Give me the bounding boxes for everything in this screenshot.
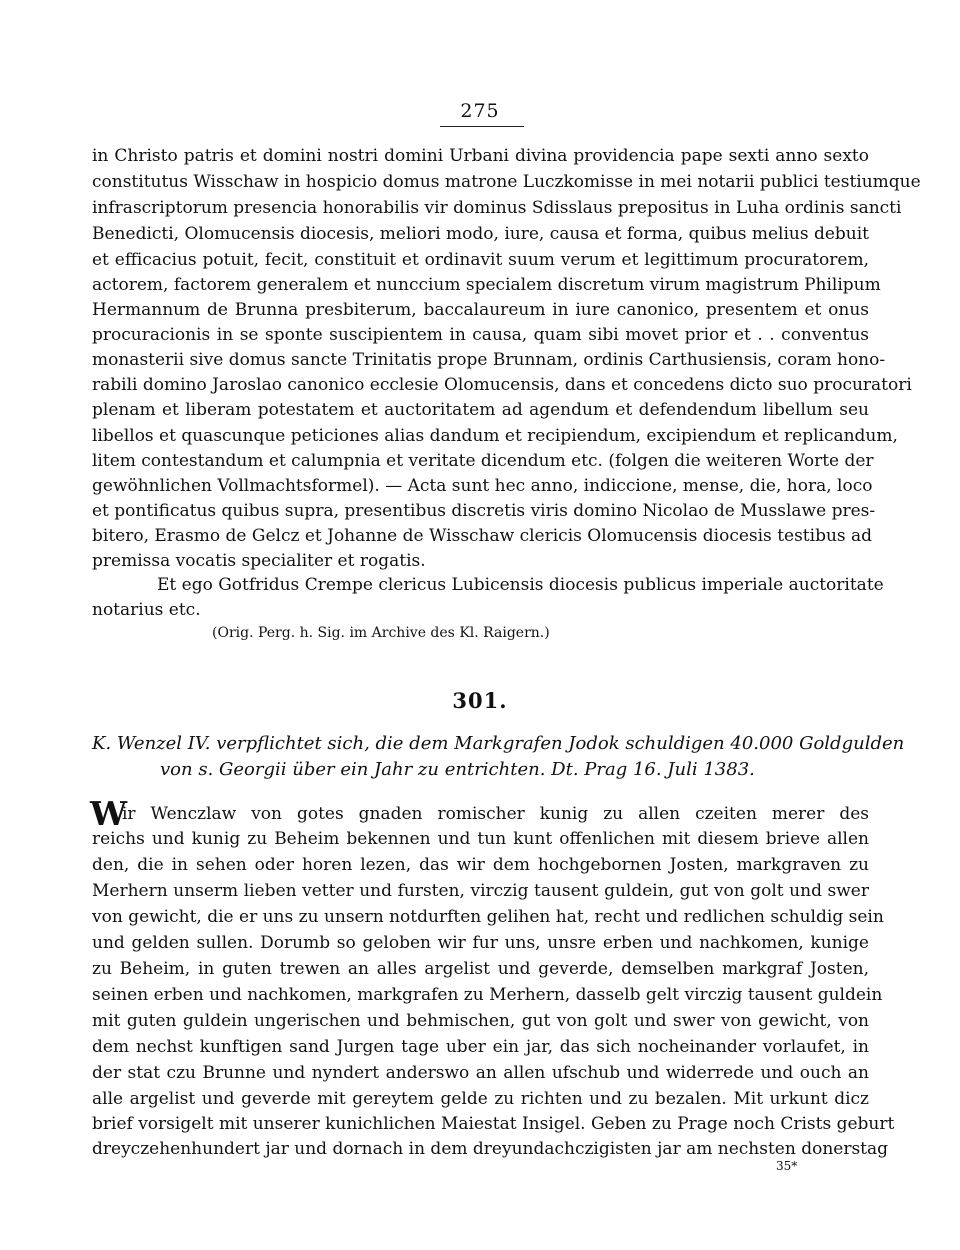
source-note: (Orig. Perg. h. Sig. im Archive des Kl. Raigern.)	[212, 625, 550, 641]
charter-line: von gewicht, die er uns zu unsern notdurften gelihen hat, recht und redlichen schuldig sein	[92, 907, 884, 927]
charter-line: ir Wenczlaw von gotes gnaden romischer kunig zu allen czeiten merer des	[122, 804, 869, 824]
charter-line: zu Beheim, in guten trewen an alles argelist und geverde, demselben markgraf Josten,	[92, 959, 869, 979]
paragraph-line: bitero, Erasmo de Gelcz et Johanne de Wisschaw clericis Olomucensis diocesis testibus ad	[92, 526, 873, 546]
charter-line: reichs und kunig zu Beheim bekennen und tun kunt offenlichen mit diesem brieve allen	[92, 829, 869, 849]
charter-line: den, die in sehen oder horen lezen, das wir dem hochgebornen Josten, markgraven zu	[92, 855, 869, 875]
paragraph-line: Benedicti, Olomucensis diocesis, meliori modo, iure, causa et forma, quibus melius debuit	[92, 224, 870, 244]
paragraph-line: infrascriptorum presencia honorabilis vir dominus Sdisslaus prepositus in Luha ordinis sancti	[92, 198, 902, 218]
paragraph-line: constitutus Wisschaw in hospicio domus matrone Luczkomisse in mei notarii publici testiumque	[92, 172, 921, 192]
document-heading: K. Wenzel IV. verpflichtet sich, die dem Markgrafen Jodok schuldigen 40.000 Goldgulden	[92, 733, 905, 754]
charter-line: Merhern unserm lieben vetter und fursten, virczig tausent guldein, gut von golt und swer	[92, 881, 869, 901]
paragraph-line: et efficacius potuit, fecit, constituit et ordinavit suum verum et legittimum procuratorem,	[92, 250, 869, 270]
paragraph-line: actorem, factorem generalem et nunccium specialem discretum virum magistrum Philipum	[92, 275, 881, 295]
paragraph-line: et pontificatus quibus supra, presentibus discretis viris domino Nicolao de Musslawe pres-	[92, 501, 876, 521]
paragraph-line: premissa vocatis specialiter et rogatis.	[92, 551, 426, 571]
page-number-rule	[440, 126, 524, 127]
charter-line: alle argelist und geverde mit gereytem gelde zu richten und zu bezalen. Mit urkunt dicz	[92, 1089, 869, 1109]
paragraph-line: procuracionis in se sponte suscipientem in causa, quam sibi movet prior et . . conventus	[92, 325, 869, 345]
charter-line: dreyczehenhundert jar und dornach in dem dreyundachczigisten jar am nechsten donerstag	[92, 1139, 889, 1159]
paragraph-line: Et ego Gotfridus Crempe clericus Lubicensis diocesis publicus imperiale auctoritate	[157, 575, 884, 595]
paragraph-line: plenam et liberam potestatem et auctoritatem ad agendum et defendendum libellum seu	[92, 400, 869, 420]
document-heading: von s. Georgii über ein Jahr zu entrichten. Dt. Prag 16. Juli 1383.	[160, 759, 755, 780]
paragraph-line: Hermannum de Brunna presbiterum, baccalaureum in iure canonico, presentem et onus	[92, 300, 869, 320]
initial-letter: W	[90, 794, 128, 833]
paragraph-line: monasterii sive domus sancte Trinitatis prope Brunnam, ordinis Carthusiensis, coram hono-	[92, 350, 886, 370]
charter-line: brief vorsigelt mit unserer kunichlichen Maiestat Insigel. Geben zu Prage noch Crists geburt	[92, 1114, 895, 1134]
paragraph-line: in Christo patris et domini nostri domini Urbani divina providencia pape sexti anno sexto	[92, 146, 869, 166]
paragraph-line: gewöhnlichen Vollmachtsformel). — Acta sunt hec anno, indiccione, mense, die, hora, loco	[92, 476, 873, 496]
paragraph-line: notarius etc.	[92, 600, 201, 620]
paragraph-line: rabili domino Jaroslao canonico ecclesie Olomucensis, dans et concedens dicto suo procuratori	[92, 375, 912, 395]
page-number: 275	[460, 100, 500, 122]
charter-line: mit guten guldein ungerischen und behmischen, gut von golt und swer von gewicht, von	[92, 1011, 869, 1031]
charter-line: seinen erben und nachkomen, markgrafen zu Merhern, dasselb gelt virczig tausent guldein	[92, 985, 883, 1005]
charter-line: der stat czu Brunne und nyndert anderswo an allen ufschub und widerrede und ouch an	[92, 1063, 869, 1083]
charter-line: dem nechst kunftigen sand Jurgen tage uber ein jar, das sich nocheinander vorlaufet, in	[92, 1037, 869, 1057]
document-number: 301.	[452, 688, 508, 713]
paragraph-line: libellos et quascunque peticiones alias dandum et recipiendum, excipiendum et replicandum,	[92, 426, 898, 446]
paragraph-line: litem contestandum et calumpnia et veritate dicendum etc. (folgen die weiteren Worte der	[92, 451, 874, 471]
signature-mark: 35*	[776, 1159, 798, 1173]
charter-line: und gelden sullen. Dorumb so geloben wir fur uns, unsre erben und nachkomen, kunige	[92, 933, 869, 953]
